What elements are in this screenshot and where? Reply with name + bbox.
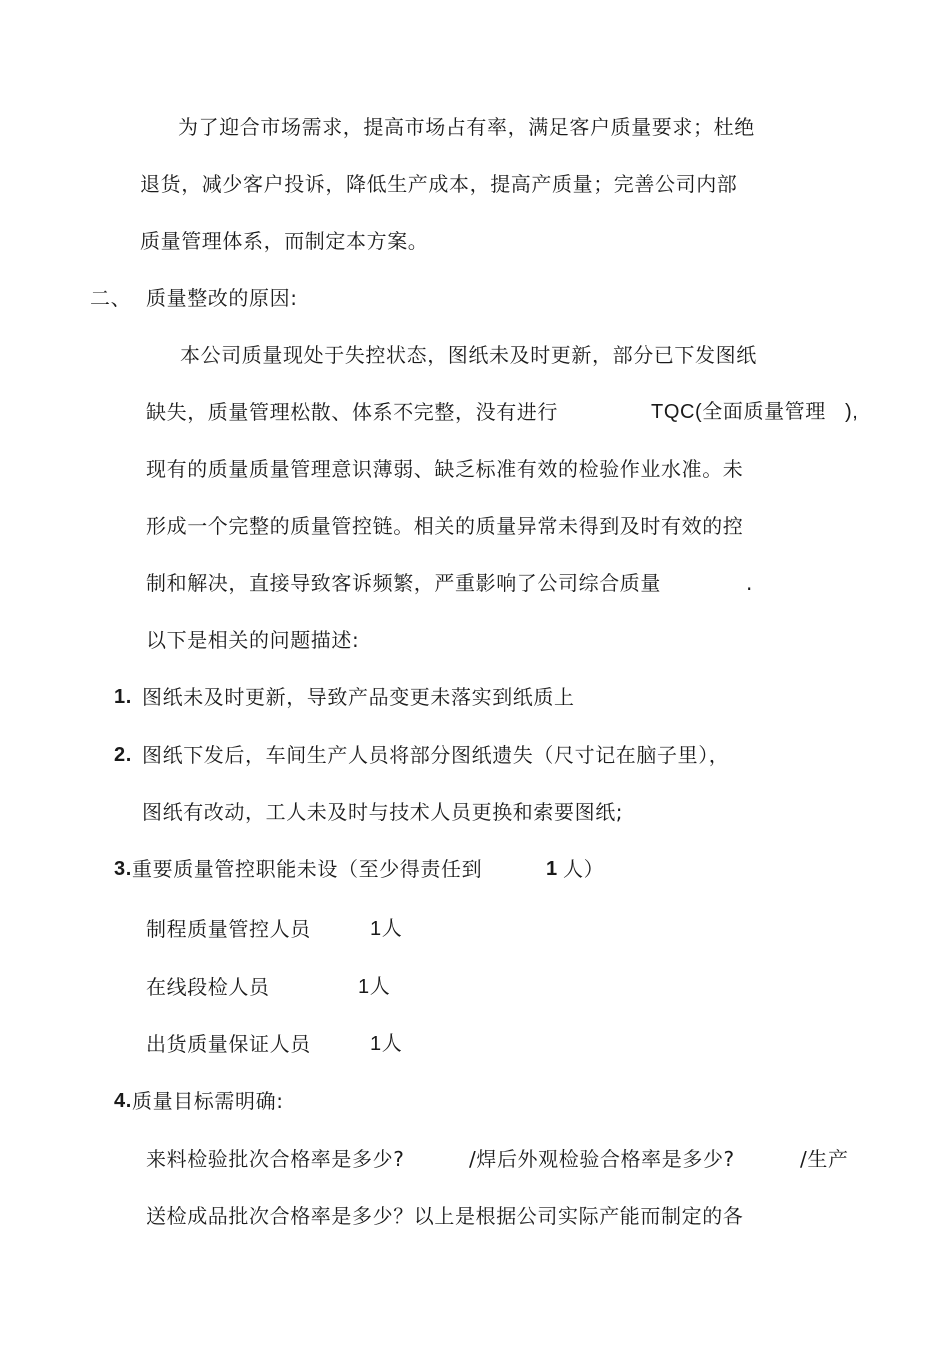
item-3-end: 人） xyxy=(563,857,605,881)
role-count: 1人 xyxy=(370,918,403,940)
item-4-line-1b: /焊后外观检验合格率是多少? xyxy=(469,1147,735,1171)
item-4-text: 质量目标需明确: xyxy=(132,1089,284,1113)
item-4-number: 4. xyxy=(114,1090,132,1112)
section-2-heading: 质量整改的原因: xyxy=(146,286,298,310)
item-2-text: 图纸下发后，车间生产人员将部分图纸遗失（尺寸记在脑子里）， xyxy=(142,743,730,767)
section-2-line-4: 形成一个完整的质量管控链。相关的质量异常未得到及时有效的控 xyxy=(146,514,744,538)
role-name: 在线段检人员 xyxy=(146,975,270,999)
section-2-line-3: 现有的质量质量管理意识薄弱、缺乏标准有效的检验作业水准。未 xyxy=(146,457,744,481)
section-2-marker: 二、 xyxy=(90,286,132,310)
role-name: 制程质量管控人员 xyxy=(146,917,311,941)
role-count: 1人 xyxy=(358,976,391,998)
item-4-line-1a: 来料检验批次合格率是多少? xyxy=(146,1147,405,1171)
item-4-line-2: 送检成品批次合格率是多少？以上是根据公司实际产能而制定的各 xyxy=(146,1204,744,1228)
section-2-line-6: 以下是相关的问题描述: xyxy=(146,628,360,652)
intro-line-3: 质量管理体系，而制定本方案。 xyxy=(140,229,429,253)
tqc-term: TQC(全面质量管理 xyxy=(651,401,826,423)
item-2-continuation: 图纸有改动，工人未及时与技术人员更换和索要图纸; xyxy=(142,800,624,824)
section-2-line-5b: . xyxy=(746,571,753,595)
item-4-line-1c: /生产 xyxy=(800,1147,849,1171)
intro-line-1: 为了迎合市场需求，提高市场占有率，满足客户质量要求；杜绝 xyxy=(178,115,755,139)
role-name: 出货质量保证人员 xyxy=(146,1032,311,1056)
section-2-line-2c: ), xyxy=(845,401,859,423)
item-3-number: 3. xyxy=(114,858,132,880)
item-1-text: 图纸未及时更新，导致产品变更未落实到纸质上 xyxy=(142,685,575,709)
section-2-line-5a: 制和解决，直接导致客诉频繁，严重影响了公司综合质量 xyxy=(146,571,661,595)
item-2-number: 2. xyxy=(114,744,132,766)
role-count: 1人 xyxy=(370,1033,403,1055)
section-2-line-2a: 缺失，质量管理松散、体系不完整，没有进行 xyxy=(146,400,558,424)
item-1-number: 1. xyxy=(114,686,132,708)
item-3-text: 重要质量管控职能未设（至少得责任到 xyxy=(132,857,483,881)
intro-line-2: 退货，减少客户投诉，降低生产成本，提高产质量；完善公司内部 xyxy=(140,172,738,196)
section-2-line-1: 本公司质量现处于失控状态，图纸未及时更新，部分已下发图纸 xyxy=(180,343,757,367)
item-3-count: 1 xyxy=(546,858,558,880)
